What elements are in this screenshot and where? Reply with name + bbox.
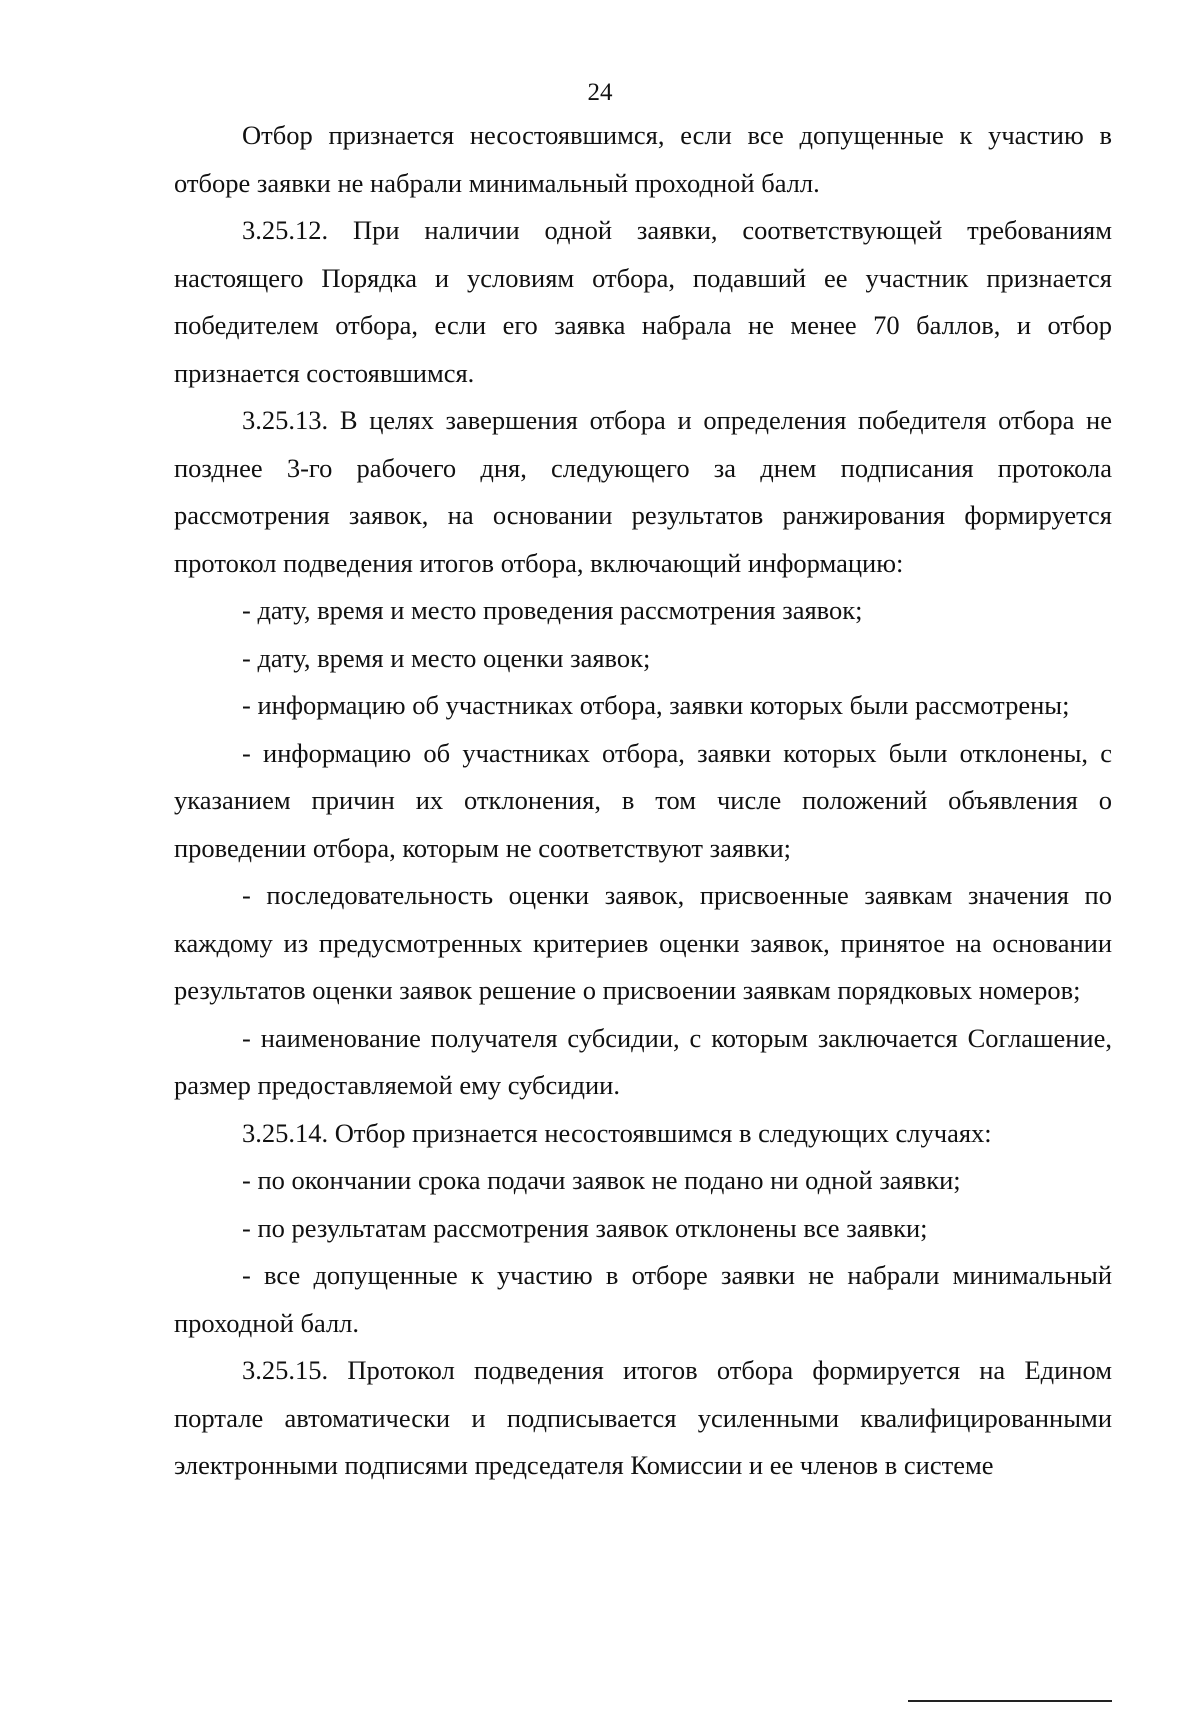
list-item-min-score-not-reached: - все допущенные к участию в отборе заявки не набрали минимальный проходной балл. (174, 1260, 1112, 1338)
list-item-rejected-participants: - информацию об участниках отбора, заявки которых были отклонены, с указанием причин их отклонения, в том числе положений объявления о проведении отбора, которым не соответствуют заявки; (174, 737, 1112, 863)
list-item-evaluation-date: - дату, время и место оценки заявок; (242, 642, 651, 673)
list-item-all-rejected: - по результатам рассмотрения заявок отклонены все заявки; (242, 1212, 928, 1243)
document-body (174, 112, 1112, 1490)
list-item-reviewed-participants: - информацию об участниках отбора, заявки которых были рассмотрены; (242, 690, 1070, 720)
list-item-evaluation-sequence: - последовательность оценки заявок, присвоенные заявкам значения по каждому из предусмотренных критериев оценки заявок, принятое на основании результатов оценки заявок решение о присвоении заявкам порядковых номеров; (174, 880, 1112, 1005)
list-item-no-applications: - по окончании срока подачи заявок не подано ни одной заявки; (242, 1165, 961, 1195)
paragraph-3-25-15: 3.25.15. Протокол подведения итогов отбора формируется на Едином портале автоматически и подписывается усиленными квалифицированными электронными подписями председателя Комиссии и ее членов в системе (174, 1355, 1112, 1480)
paragraph-3-25-12: 3.25.12. При наличии одной заявки, соответствующей требованиям настоящего Порядка и условиям отбора, подавший ее участник признается победителем отбора, если его заявка набрала не менее 70 баллов, и отбор признается состоявшимся. (174, 215, 1112, 388)
list-item-review-date: - дату, время и место проведения рассмотрения заявок; (242, 595, 863, 625)
footnote-divider (908, 1700, 1112, 1702)
paragraph-3-25-13: 3.25.13. В целях завершения отбора и определения победителя отбора не позднее 3-го рабочего дня, следующего за днем подписания протокола рассмотрения заявок, на основании результатов ранжирования формируется протокол подведения итогов отбора, включающий информацию: (174, 405, 1112, 578)
list-item-recipient-name: - наименование получателя субсидии, с которым заключается Соглашение, размер предоставляемой ему субсидии. (174, 1022, 1112, 1100)
page-number: 24 (587, 79, 613, 106)
paragraph-failed-selection-min-score: Отбор признается несостоявшимся, если все допущенные к участию в отборе заявки не набрали минимальный проходной балл. (174, 120, 1112, 198)
paragraph-3-25-14: 3.25.14. Отбор признается несостоявшимся в следующих случаях: (242, 1117, 992, 1148)
